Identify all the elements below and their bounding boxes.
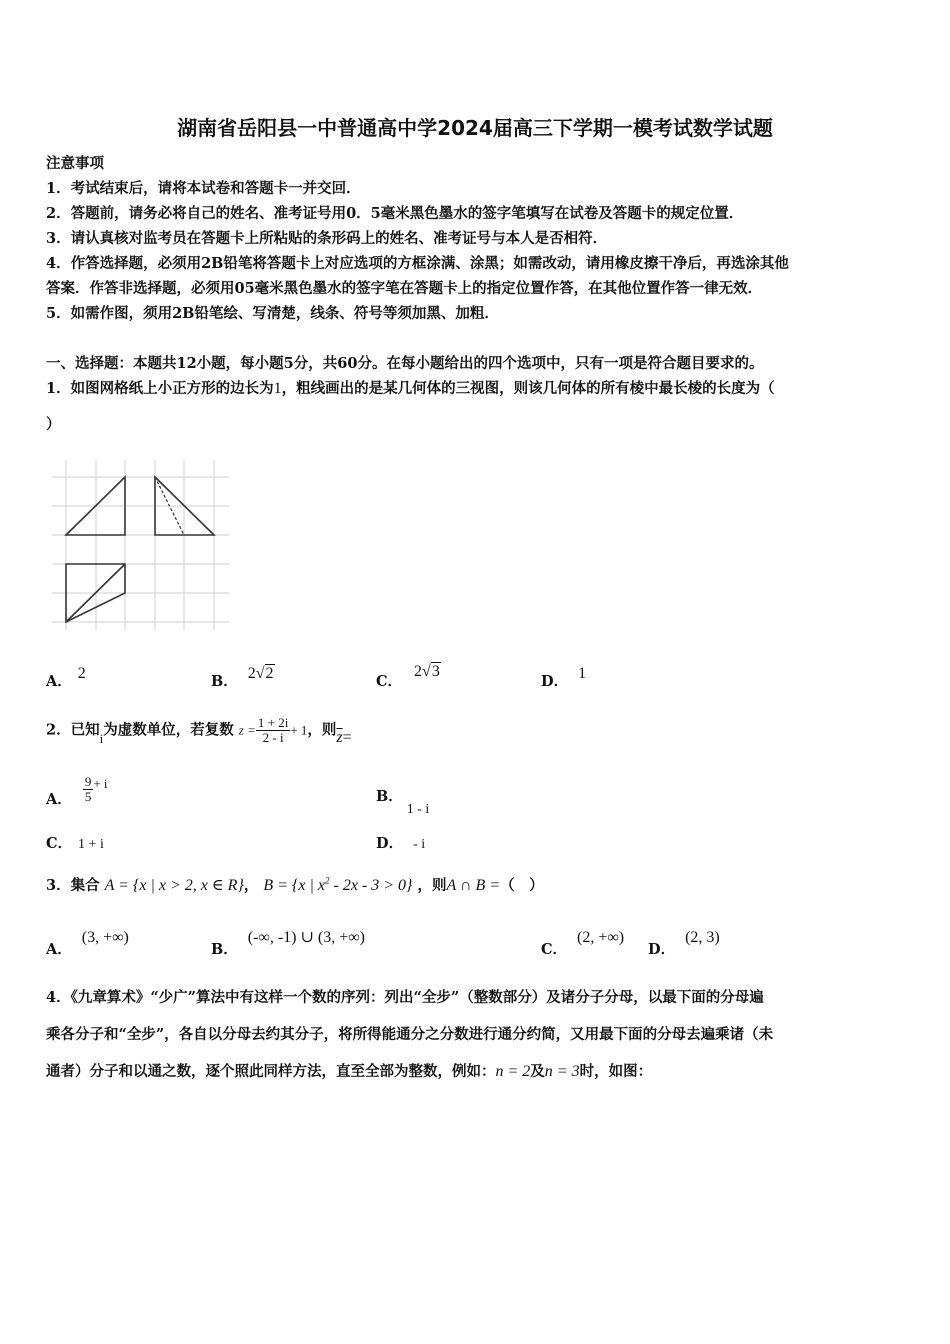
question-3-text: 3．集合 A = {x | x > 2, x ∈ R}， B = {x | $x^2 - 2x - 3 > 0$} ，则A ∩ B =（ ） xyxy=(46,875,544,894)
question-4-text: 通者）分子和以通之数，逐个照此同样方法，直至全部为整数，例如：n = 2及n = 3时，如图： xyxy=(46,1063,653,1080)
question-2-text: 2．已知i为虚数单位，若复数 z = $\frac{1 + 2i}{2 - i}$ + 1，则$\overline{z}=$ xyxy=(46,715,352,746)
q1-option-d[interactable]: D． 1 xyxy=(541,665,587,690)
q2-option-a[interactable]: A． $\frac{9}{5}$ + i xyxy=(46,774,108,808)
question-4-text: 乘各分子和“全步”，各自以分母去约其分子，将所得能通分之分数进行通分约简，又用最下面的分母去遍乘诸（未 xyxy=(46,1026,774,1043)
notice-item: 4．作答选择题，必须用2B铅笔将答题卡上对应选项的方框涂满、涂黑；如需改动，请用橡皮擦干净后，再选涂其他 xyxy=(46,255,789,272)
notice-item: 5．如需作图，须用2B铅笔绘、写清楚，线条、符号等须加黑、加粗． xyxy=(46,305,499,322)
q3-option-c[interactable]: C．(2, +∞) xyxy=(541,929,625,958)
notice-item: 答案．作答非选择题，必须用05毫米黑色墨水的签字笔在答题卡上的指定位置作答，在其他位置作答一律无效． xyxy=(46,280,763,297)
notice-item: 3．请认真核对监考员在答题卡上所粘贴的条形码上的姓名、准考证号与本人是否相符． xyxy=(46,230,608,247)
q1-option-c[interactable]: C．2√3 xyxy=(376,663,440,690)
section-heading: 一、选择题：本题共12小题，每小题5分，共60分。在每小题给出的四个选项中，只有一项是符合题目要求的。 xyxy=(46,355,764,372)
q2-option-c[interactable]: C． 1 + i xyxy=(46,835,104,852)
q1-option-b[interactable]: B． 2√2 xyxy=(211,665,274,690)
q3-option-d[interactable]: D．(2, 3) xyxy=(648,929,720,958)
page-title: 湖南省岳阳县一中普通高中学2024届高三下学期一模考试数学试题 xyxy=(177,116,773,140)
q1-option-a[interactable]: A． 2 xyxy=(46,665,86,690)
notice-heading: 注意事项 xyxy=(46,155,104,172)
notice-item: 1．考试结束后，请将本试卷和答题卡一并交回． xyxy=(46,180,361,197)
q3-option-b[interactable]: B．(-∞, -1) ∪ (3, +∞) xyxy=(211,929,365,958)
q2-option-b[interactable]: B．1 - i xyxy=(376,788,430,817)
question-1-text: 1．如图网格纸上小正方形的边长为1，粗线画出的是某几何体的三视图，则该几何体的所有棱中最长棱的长度为（ xyxy=(46,380,775,397)
question-4-text: 4．《九章算术》“少广”算法中有这样一个数的序列：列出“全步”（整数部分）及诸分子分母，以最下面的分母遍 xyxy=(46,989,764,1006)
notice-item: 2．答题前，请务必将自己的姓名、准考证号用0．5毫米黑色墨水的签字笔填写在试卷及答题卡的规定位置． xyxy=(46,205,744,222)
three-view-figure xyxy=(44,455,234,635)
question-1-text-end: ） xyxy=(46,416,61,433)
q3-option-a[interactable]: A．(3, +∞) xyxy=(46,929,129,958)
q2-option-d[interactable]: D． - i xyxy=(376,835,426,852)
